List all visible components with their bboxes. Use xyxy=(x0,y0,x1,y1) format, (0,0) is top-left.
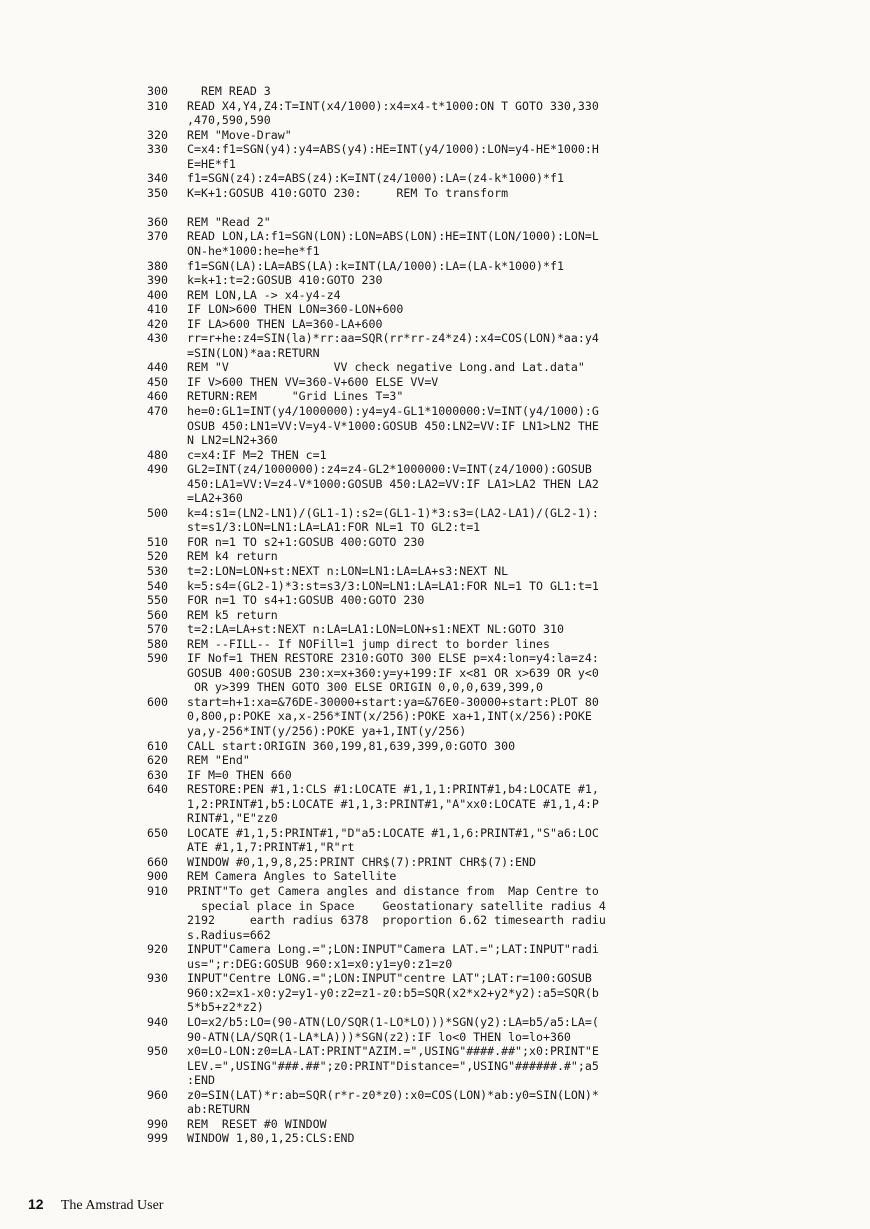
code-line xyxy=(147,171,862,186)
code-line xyxy=(147,404,862,419)
code-continuation: st=s1/3:LON=LN1:LA=LA1:FOR NL=1 TO GL2:t=1 xyxy=(187,520,481,535)
line-code: IF Nof=1 THEN RESTORE 2310:GOTO 300 ELSE p=x4:lon=y4:la=z4: xyxy=(187,651,599,666)
line-code: x0=LO-LON:z0=LA-LAT:PRINT"AZIM.=",USING"####.##";x0:PRINT"E xyxy=(187,1044,599,1059)
line-code: IF V>600 THEN VV=360-V+600 ELSE VV=V xyxy=(187,374,439,389)
line-code: IF M=0 THEN 660 xyxy=(187,767,292,782)
code-continuation: =LA2+360 xyxy=(187,491,243,506)
code-line xyxy=(147,389,862,404)
code-line xyxy=(147,579,862,594)
code-line xyxy=(147,739,862,754)
program-listing xyxy=(147,84,862,1146)
code-line xyxy=(147,869,862,884)
line-number: 530 xyxy=(147,564,168,578)
line-number: 650 xyxy=(147,825,168,840)
code-continuation: ya,y-256*INT(y/256):POKE ya+1,INT(y/256) xyxy=(187,724,467,739)
code-continuation: 90-ATN(LA/SQR(1-LA*LA)))*SGN(z2):IF lo<0 THEN lo=lo+360 xyxy=(187,1029,571,1044)
line-code: PRINT"To get Camera angles and distance from Map Centre to xyxy=(187,884,599,899)
code-line xyxy=(147,782,862,797)
line-code: REM --FILL-- If NOFill=1 jump direct to border lines xyxy=(187,636,550,651)
line-code: CALL start:ORIGIN 360,199,81,639,399,0:GOTO 300 xyxy=(187,738,516,753)
line-number: 999 xyxy=(147,1131,168,1146)
line-number: 640 xyxy=(147,782,168,797)
line-number: 370 xyxy=(147,229,168,244)
line-code: REM k5 return xyxy=(187,607,278,622)
line-number: 940 xyxy=(147,1014,168,1029)
line-number: 520 xyxy=(147,549,168,564)
line-number: 430 xyxy=(147,331,168,346)
line-code: REM "V VV check negative Long.and Lat.data" xyxy=(187,360,585,375)
line-number: 440 xyxy=(147,360,168,375)
code-continuation: OSUB 450:LN1=VV:V=y4-V*1000:GOSUB 450:LN2=VV:IF LN1>LN2 THE xyxy=(187,418,599,433)
line-number: 320 xyxy=(147,127,168,142)
code-line xyxy=(147,506,862,521)
line-code: f1=SGN(z4):z4=ABS(z4):K=INT(z4/1000):LA=(z4-k*1000)*f1 xyxy=(187,171,564,186)
line-number: 590 xyxy=(147,651,168,666)
code-continuation: 960:x2=x1-x0:y2=y1-y0:z2=z1-z0:b5=SQR(x2*x2+y2*y2):a5=SQR(b xyxy=(187,985,599,1000)
code-line xyxy=(147,855,862,870)
code-continuation: 0,800,p:POKE xa,x-256*INT(x/256):POKE xa+1,INT(x/256):POKE xyxy=(187,709,592,724)
code-line xyxy=(147,142,862,157)
code-line xyxy=(147,1044,862,1059)
page-footer xyxy=(28,1196,163,1214)
line-code: t=2:LA=LA+st:NEXT n:LA=LA1:LON=LON+s1:NEXT NL:GOTO 310 xyxy=(187,622,564,637)
code-line xyxy=(147,288,862,303)
line-code: REM "Move-Draw" xyxy=(187,127,292,142)
line-number: 450 xyxy=(147,374,168,389)
line-number: 540 xyxy=(147,578,168,593)
line-code: REM Camera Angles to Satellite xyxy=(187,869,397,884)
line-code: z0=SIN(LAT)*r:ab=SQR(r*r-z0*z0):x0=COS(LON)*ab:y0=SIN(LON)* xyxy=(187,1087,599,1102)
line-number: 420 xyxy=(147,316,168,331)
code-line xyxy=(147,535,862,550)
line-number: 480 xyxy=(147,447,168,462)
code-line xyxy=(147,99,862,114)
code-line xyxy=(147,375,862,390)
code-continuation: E=HE*f1 xyxy=(187,156,236,171)
line-number: 900 xyxy=(147,869,168,884)
code-line xyxy=(147,942,862,957)
line-number: 490 xyxy=(147,462,168,477)
code-continuation: ab:RETURN xyxy=(187,1102,250,1117)
code-line xyxy=(147,215,862,230)
line-code: RESTORE:PEN #1,1:CLS #1:LOCATE #1,1,1:PRINT#1,b4:LOCATE #1, xyxy=(187,782,599,797)
line-code: IF LA>600 THEN LA=360-LA+600 xyxy=(187,316,383,331)
line-number: 500 xyxy=(147,505,168,520)
code-line xyxy=(147,462,862,477)
line-number: 950 xyxy=(147,1044,168,1059)
line-code: k=k+1:t=2:GOSUB 410:GOTO 230 xyxy=(187,273,383,288)
line-number: 570 xyxy=(147,622,168,637)
code-line xyxy=(147,651,862,666)
line-number: 340 xyxy=(147,171,168,186)
line-number: 470 xyxy=(147,403,168,418)
code-continuation: RINT#1,"E"zz0 xyxy=(187,811,278,826)
code-line xyxy=(147,360,862,375)
line-number: 930 xyxy=(147,971,168,986)
line-code: REM "End" xyxy=(187,753,250,768)
line-code: k=5:s4=(GL2-1)*3:st=s3/3:LON=LN1:LA=LA1:FOR NL=1 TO GL1:t=1 xyxy=(187,578,599,593)
code-line xyxy=(147,826,862,841)
code-line xyxy=(147,753,862,768)
code-line xyxy=(147,622,862,637)
code-line xyxy=(147,637,862,652)
code-line xyxy=(147,302,862,317)
line-code: he=0:GL1=INT(y4/1000000):y4=y4-GL1*1000000:V=INT(y4/1000):G xyxy=(187,403,599,418)
line-number: 410 xyxy=(147,302,168,317)
line-code: REM "Read 2" xyxy=(187,214,271,229)
line-number: 550 xyxy=(147,593,168,608)
code-continuation: us=";r:DEG:GOSUB 960:x1=x0:y1=y0:z1=z0 xyxy=(187,956,453,971)
line-code: INPUT"Centre LONG.=";LON:INPUT"centre LAT";LAT:r=100:GOSUB xyxy=(187,971,592,986)
code-line xyxy=(147,259,862,274)
code-line xyxy=(147,564,862,579)
line-code: IF LON>600 THEN LON=360-LON+600 xyxy=(187,302,404,317)
line-number: 360 xyxy=(147,214,168,229)
code-line xyxy=(147,608,862,623)
code-continuation: LEV.=",USING"###.##";z0:PRINT"Distance=",USING"######.#";a5 xyxy=(187,1058,599,1073)
code-continuation: 450:LA1=VV:V=z4-V*1000:GOSUB 450:LA2=VV:IF LA1>LA2 THEN LA2 xyxy=(187,476,599,491)
line-number: 990 xyxy=(147,1116,168,1131)
line-number: 920 xyxy=(147,942,168,957)
line-number: 310 xyxy=(147,98,168,113)
line-code: k=4:s1=(LN2-LN1)/(GL1-1):s2=(GL1-1)*3:s3=(LA2-LA1)/(GL2-1): xyxy=(187,505,599,520)
line-number: 580 xyxy=(147,636,168,651)
publication-name: The Amstrad User xyxy=(60,1198,164,1213)
code-line xyxy=(147,549,862,564)
code-line xyxy=(147,128,862,143)
line-number: 610 xyxy=(147,738,168,753)
line-code: t=2:LON=LON+st:NEXT n:LON=LN1:LA=LA+s3:NEXT NL xyxy=(187,564,509,578)
code-line xyxy=(147,768,862,783)
line-code: READ LON,LA:f1=SGN(LON):LON=ABS(LON):HE=INT(LON/1000):LON=L xyxy=(187,229,599,244)
line-code: RETURN:REM "Grid Lines T=3" xyxy=(187,389,404,404)
code-continuation: N LN2=LN2+360 xyxy=(187,433,278,448)
code-line xyxy=(147,331,862,346)
line-code: REM READ 3 xyxy=(187,84,271,98)
code-line xyxy=(147,1117,862,1132)
line-number: 630 xyxy=(147,767,168,782)
code-line xyxy=(147,84,862,99)
line-code: K=K+1:GOSUB 410:GOTO 230: REM To transform xyxy=(187,185,509,200)
line-number: 400 xyxy=(147,287,168,302)
page-number: 12 xyxy=(28,1196,44,1212)
line-code: WINDOW 1,80,1,25:CLS:END xyxy=(187,1131,355,1146)
code-continuation: special place in Space Geostationary satellite radius 4 xyxy=(187,898,606,913)
line-code: WINDOW #0,1,9,8,25:PRINT CHR$(7):PRINT CHR$(7):END xyxy=(187,854,537,869)
code-continuation: s.Radius=662 xyxy=(187,927,271,942)
code-continuation: 2192 earth radius 6378 proportion 6.62 timesearth radiu xyxy=(187,913,606,928)
line-number: 390 xyxy=(147,273,168,288)
line-number: 460 xyxy=(147,389,168,404)
line-code: FOR n=1 TO s4+1:GOSUB 400:GOTO 230 xyxy=(187,593,425,608)
line-number: 560 xyxy=(147,607,168,622)
line-code: REM LON,LA -> x4-y4-z4 xyxy=(187,287,341,302)
code-line xyxy=(147,884,862,899)
code-line xyxy=(147,186,862,201)
code-line xyxy=(147,273,862,288)
line-code: READ X4,Y4,Z4:T=INT(x4/1000):x4=x4-t*1000:ON T GOTO 330,330 xyxy=(187,98,599,113)
line-code: INPUT"Camera Long.=";LON:INPUT"Camera LAT.=";LAT:INPUT"radi xyxy=(187,942,599,957)
line-number: 960 xyxy=(147,1087,168,1102)
code-line xyxy=(147,695,862,710)
line-code: start=h+1:xa=&76DE-30000+start:ya=&76E0-30000+start:PLOT 80 xyxy=(187,694,599,709)
line-number: 330 xyxy=(147,142,168,157)
line-code: REM RESET #0 WINDOW xyxy=(187,1116,327,1131)
line-number: 600 xyxy=(147,694,168,709)
line-code: f1=SGN(LA):LA=ABS(LA):k=INT(LA/1000):LA=(LA-k*1000)*f1 xyxy=(187,258,564,273)
code-line xyxy=(147,448,862,463)
code-continuation: 1,2:PRINT#1,b5:LOCATE #1,1,3:PRINT#1,"A"xx0:LOCATE #1,1,4:P xyxy=(187,796,599,811)
line-code: LO=x2/b5:LO=(90-ATN(LO/SQR(1-LO*LO)))*SGN(y2):LA=b5/a5:LA=( xyxy=(187,1014,599,1029)
line-number: 510 xyxy=(147,534,168,549)
code-continuation: GOSUB 400:GOSUB 230:x=x+360:y=y+199:IF x<81 OR x>639 OR y<0 xyxy=(187,665,599,680)
line-number: 300 xyxy=(147,84,168,98)
code-continuation: ON-he*1000:he=he*f1 xyxy=(187,243,320,258)
code-continuation: =SIN(LON)*aa:RETURN xyxy=(187,345,320,360)
code-continuation: ,470,590,590 xyxy=(187,113,271,128)
code-continuation: :END xyxy=(187,1073,215,1088)
code-line xyxy=(147,1131,862,1146)
code-line xyxy=(147,593,862,608)
code-continuation: ATE #1,1,7:PRINT#1,"R"rt xyxy=(187,840,355,855)
line-code: GL2=INT(z4/1000000):z4=z4-GL2*1000000:V=INT(z4/1000):GOSUB xyxy=(187,462,592,477)
line-code: FOR n=1 TO s2+1:GOSUB 400:GOTO 230 xyxy=(187,534,425,549)
blank-line xyxy=(147,200,862,215)
line-code: C=x4:f1=SGN(y4):y4=ABS(y4):HE=INT(y4/1000):LON=y4-HE*1000:H xyxy=(187,142,599,157)
line-number: 380 xyxy=(147,258,168,273)
line-number: 620 xyxy=(147,753,168,768)
line-number: 350 xyxy=(147,185,168,200)
code-line xyxy=(147,1088,862,1103)
code-continuation: OR y>399 THEN GOTO 300 ELSE ORIGIN 0,0,0,639,399,0 xyxy=(187,680,543,695)
code-line xyxy=(147,229,862,244)
code-continuation: 5*b5+z2*z2) xyxy=(187,1000,264,1015)
line-code: rr=r+he:z4=SIN(la)*rr:aa=SQR(rr*rr-z4*z4):x4=COS(LON)*aa:y4 xyxy=(187,331,599,346)
code-line xyxy=(147,1015,862,1030)
line-code: c=x4:IF M=2 THEN c=1 xyxy=(187,447,327,462)
line-number: 660 xyxy=(147,854,168,869)
line-code: LOCATE #1,1,5:PRINT#1,"D"a5:LOCATE #1,1,6:PRINT#1,"S"a6:LOC xyxy=(187,825,599,840)
line-number: 910 xyxy=(147,884,168,899)
code-line xyxy=(147,971,862,986)
line-code: REM k4 return xyxy=(187,549,278,564)
code-line xyxy=(147,317,862,332)
